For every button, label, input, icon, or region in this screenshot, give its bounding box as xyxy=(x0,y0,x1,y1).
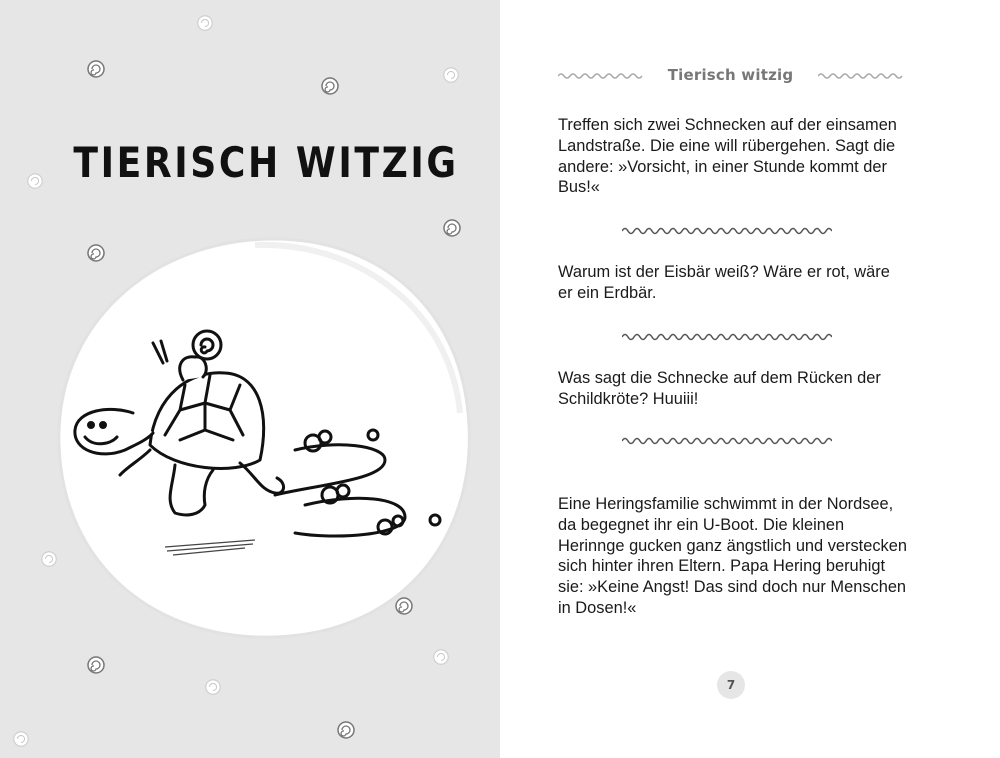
spiral-doodle-icon xyxy=(320,76,340,96)
spiral-doodle-icon xyxy=(86,655,106,675)
joke-paragraph: Was sagt die Schnecke auf dem Rücken der Schildkröte? Huuiii! xyxy=(558,369,881,408)
divider-ornament-icon xyxy=(622,226,832,236)
joke-paragraph: Eine Heringsfamilie schwimmt in der Nordsee, da begegnet ihr ein U-Boot. Die kleinen Herinnge gucken ganz ängstlich und verstecken sich hinter ihren Eltern. Papa Hering beruhigt sie: »Keine Angst! Das sind doch nur Menschen in Dosen!« xyxy=(558,495,907,617)
turtle-snail-illustration xyxy=(55,235,475,640)
spiral-doodle-icon xyxy=(86,59,106,79)
spiral-doodle-icon xyxy=(196,14,214,32)
spiral-doodle-icon xyxy=(432,648,450,666)
running-title: Tierisch witzig xyxy=(667,66,794,84)
chapter-title: TIERISCH WITZIG xyxy=(73,138,459,187)
spiral-doodle-icon xyxy=(12,730,30,748)
divider-ornament-icon xyxy=(622,436,832,446)
running-head xyxy=(558,64,903,88)
spiral-doodle-icon xyxy=(442,66,460,84)
joke-paragraph: Warum ist der Eisbär weiß? Wäre er rot, wäre er ein Erdbär. xyxy=(558,263,890,302)
page-number: 7 xyxy=(717,671,745,699)
joke-paragraph: Treffen sich zwei Schnecken auf der einsamen Landstraße. Die eine will rübergehen. Sagt die andere: »Vorsicht, in einer Stunde kommt der Bus!« xyxy=(558,116,897,197)
spiral-doodle-icon xyxy=(204,678,222,696)
divider-ornament-icon xyxy=(622,332,832,342)
spiral-doodle-icon xyxy=(336,720,356,740)
divider-ornament-icon xyxy=(818,72,903,80)
